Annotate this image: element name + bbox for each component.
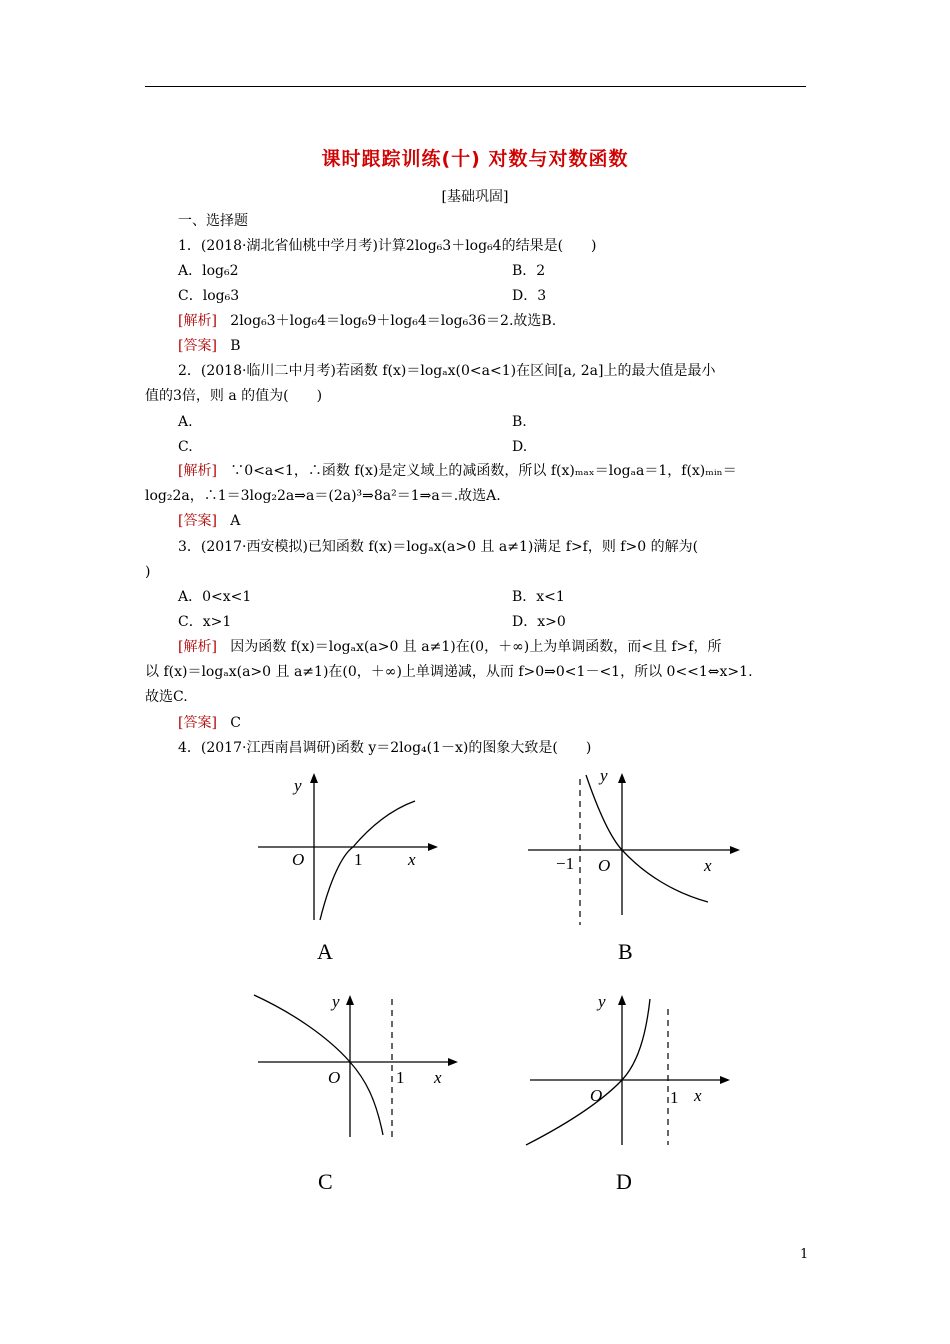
answer-tag: [答案] bbox=[178, 715, 217, 731]
q1-option-a: A．log₆2 bbox=[178, 263, 239, 279]
q2-analysis-line2: log₂2a，∴1＝3log₂2a⇒a＝(2a)³⇒8a²＝1⇒a＝.故选A. bbox=[145, 488, 501, 504]
tick-label: 1 bbox=[670, 1088, 679, 1107]
section-label: [基础巩固] bbox=[441, 189, 509, 205]
q1-option-c: C．log₆3 bbox=[178, 288, 240, 304]
figure-c bbox=[248, 985, 468, 1199]
y-axis-arrow bbox=[310, 773, 318, 783]
tick-label: 1 bbox=[396, 1068, 405, 1087]
x-label: x bbox=[434, 1068, 442, 1087]
answer-tag: [答案] bbox=[178, 338, 217, 354]
page-number: 1 bbox=[800, 1247, 809, 1262]
q3-option-b: B．x<1 bbox=[512, 589, 565, 605]
q1-analysis bbox=[178, 312, 556, 330]
analysis-text: 2log₆3＋log₆4＝log₆9＋log₆4＝log₆36＝2.故选B. bbox=[230, 313, 557, 329]
analysis-text: 因为函数 f(x)＝logₐx(a>0 且 a≠1)在(0，＋∞)上为单调函数，而<且 f>f，所 bbox=[230, 639, 722, 655]
q2-stem-line2: 值的3倍，则 a 的值为( ) bbox=[145, 388, 323, 404]
q2-option-c: C. bbox=[178, 439, 193, 455]
q3-analysis-line2: 以 f(x)＝logₐx(a>0 且 a≠1)在(0，＋∞)上单调递减，从而 f>0⇒0<1－<1，所以 0<<1⇔x>1. bbox=[145, 664, 753, 680]
q3-stem-line1: 3．(2017·西安模拟)已知函数 f(x)＝logₐx(a>0 且 a≠1)满足 f>f，则 f>0 的解为( bbox=[178, 539, 699, 555]
q1-answer bbox=[178, 337, 241, 355]
q1-stem: 1．(2018·湖北省仙桃中学月考)计算2log₆3＋log₆4的结果是( ) bbox=[178, 238, 597, 254]
q2-option-d: D. bbox=[512, 439, 528, 455]
x-axis-arrow bbox=[720, 1076, 730, 1084]
figure-caption: B bbox=[618, 939, 633, 964]
tick-label: −1 bbox=[556, 854, 575, 873]
figure-caption: C bbox=[318, 1169, 333, 1194]
y-label: y bbox=[598, 992, 606, 1011]
y-axis-arrow bbox=[618, 773, 626, 783]
answer-text: B bbox=[230, 338, 241, 354]
q2-option-a: A. bbox=[178, 414, 193, 430]
analysis-tag: [解析] bbox=[178, 463, 217, 479]
origin-label: O bbox=[598, 856, 611, 875]
answer-text: A bbox=[230, 513, 241, 529]
analysis-tag: [解析] bbox=[178, 639, 217, 655]
q3-analysis-line1 bbox=[178, 638, 721, 656]
origin-label: O bbox=[292, 850, 305, 869]
y-label: y bbox=[332, 992, 340, 1011]
curve bbox=[526, 999, 650, 1145]
y-axis-arrow bbox=[346, 995, 354, 1005]
page-title: 课时跟踪训练(十) 对数与对数函数 bbox=[321, 148, 629, 170]
q3-analysis-line3: 故选C. bbox=[145, 689, 188, 705]
analysis-tag: [解析] bbox=[178, 313, 217, 329]
answer-tag: [答案] bbox=[178, 513, 217, 529]
header-rule bbox=[145, 86, 806, 87]
x-axis-arrow bbox=[428, 843, 438, 851]
y-label: y bbox=[600, 766, 608, 785]
x-label: x bbox=[408, 850, 416, 869]
x-label: x bbox=[704, 856, 712, 875]
analysis-text: ∵0<a<1，∴函数 f(x)是定义域上的减函数，所以 f(x)ₘₐₓ＝logₐa＝1，f(x)ₘᵢₙ＝ bbox=[230, 463, 737, 479]
q3-answer bbox=[178, 714, 241, 732]
curve bbox=[320, 801, 415, 920]
answer-text: C bbox=[230, 715, 242, 731]
origin-label: O bbox=[328, 1068, 341, 1087]
q2-option-b: B. bbox=[512, 414, 527, 430]
q3-option-d: D．x>0 bbox=[512, 614, 566, 630]
curve bbox=[254, 995, 383, 1135]
q3-option-c: C．x>1 bbox=[178, 614, 232, 630]
part-heading: 一、选择题 bbox=[178, 213, 248, 229]
tick-label: 1 bbox=[354, 850, 363, 869]
q3-stem-line2: ) bbox=[145, 564, 151, 580]
y-axis-arrow bbox=[618, 995, 626, 1005]
x-axis-arrow bbox=[730, 846, 740, 854]
figure-d bbox=[520, 985, 740, 1199]
q4-stem: 4．(2017·江西南昌调研)函数 y＝2log₄(1－x)的图象大致是( ) bbox=[178, 740, 592, 756]
q1-option-d: D．3 bbox=[512, 288, 547, 304]
q2-stem-line1: 2．(2018·临川二中月考)若函数 f(x)＝logₐx(0<a<1)在区间[a, 2a]上的最大值是最小 bbox=[178, 363, 716, 379]
q1-option-b: B．2 bbox=[512, 263, 546, 279]
figure-a bbox=[250, 765, 440, 974]
figure-b bbox=[520, 765, 750, 974]
x-label: x bbox=[694, 1086, 702, 1105]
q2-answer bbox=[178, 512, 240, 530]
figure-caption: A bbox=[317, 939, 333, 964]
q3-option-a: A．0<x<1 bbox=[178, 589, 252, 605]
x-axis-arrow bbox=[448, 1058, 458, 1066]
origin-label: O bbox=[590, 1086, 603, 1105]
curve bbox=[586, 775, 708, 902]
y-label: y bbox=[294, 776, 302, 795]
q2-analysis-line1 bbox=[178, 462, 737, 480]
figure-caption: D bbox=[616, 1169, 632, 1194]
